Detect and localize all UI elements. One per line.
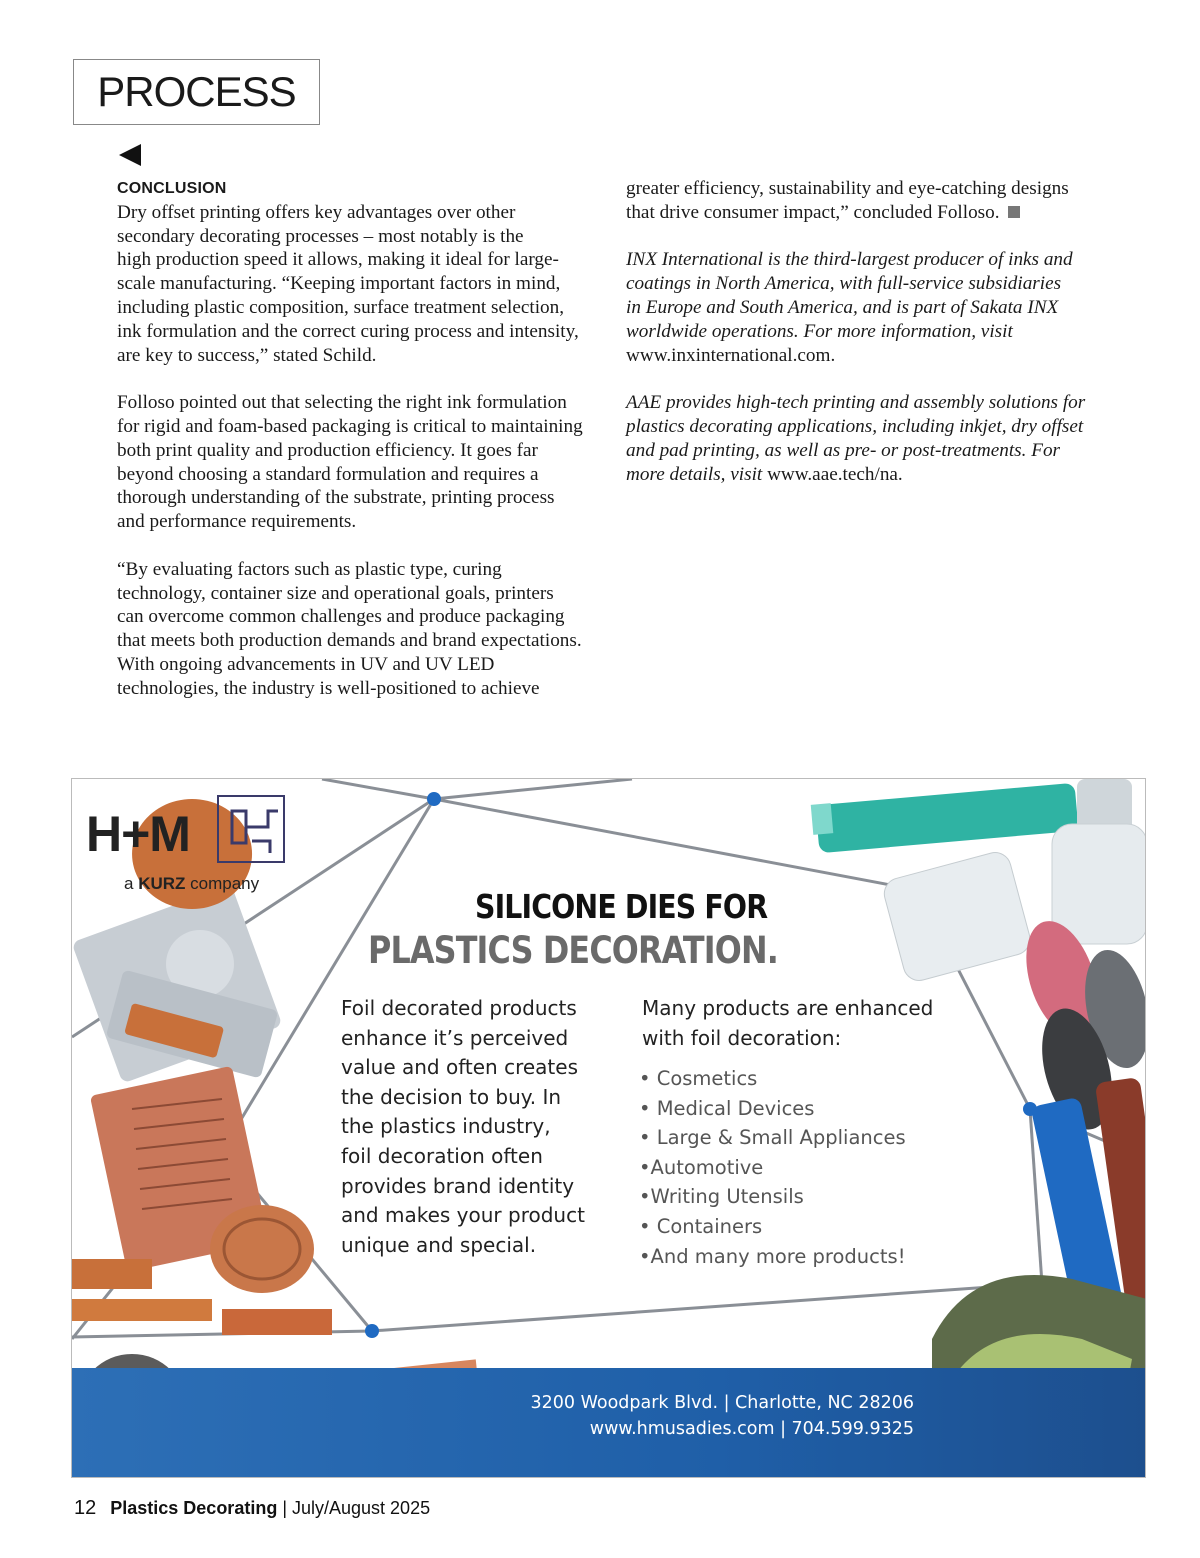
text-line: scale manufacturing. “Keeping important factors in mind,: [117, 273, 561, 295]
ad-body-left: [341, 994, 586, 1260]
page-footer: [74, 1497, 430, 1520]
list-item: • Containers: [639, 1214, 763, 1238]
back-arrow-icon[interactable]: [119, 144, 141, 166]
kurz-tagline: [124, 874, 259, 894]
section-label-box: [73, 59, 320, 125]
text-line: coatings in North America, with full-service subsidiaries: [626, 273, 1062, 295]
address: 3200 Woodpark Blvd. | Charlotte, NC 28206: [530, 1393, 914, 1413]
inx-url-link[interactable]: www.inxinternational.com.: [626, 344, 836, 366]
product-bullet-list: [639, 1064, 906, 1271]
list-item: • Medical Devices: [639, 1096, 815, 1120]
text-line: for rigid and foam-based packaging is critical to maintaining: [117, 415, 583, 437]
tagline-pre: a: [124, 874, 139, 893]
text-line: both print quality and production efficiency. It goes far: [117, 439, 538, 461]
list-item: •Automotive: [639, 1155, 764, 1179]
ad-headline-2: PLASTICS DECORATION.: [368, 929, 778, 972]
list-item: •Writing Utensils: [639, 1185, 804, 1209]
text-line: can overcome common challenges and produce packaging: [117, 606, 565, 628]
hm-silicone-dies-ad[interactable]: [71, 778, 1146, 1478]
text-line: technology, container size and operational goals, printers: [117, 582, 554, 604]
text-line: Many products are enhanced: [642, 996, 934, 1020]
text-line: in Europe and South America, and is part of Sakata INX: [626, 296, 1059, 318]
text-line: Folloso pointed out that selecting the right ink formulation: [117, 392, 567, 414]
text-line: plastics decorating applications, including inkjet, dry offset: [626, 415, 1084, 437]
text-line: enhance it’s perceived: [341, 1025, 569, 1050]
text-line: that meets both production demands and brand expectations.: [117, 630, 582, 652]
paragraph-1: [117, 201, 607, 368]
text-line: INX International is the third-largest producer of inks and: [626, 249, 1073, 271]
text-segment: more details, visit: [626, 463, 768, 485]
text-line: Dry offset printing offers key advantages over other: [117, 201, 516, 223]
text-line: the decision to buy. In: [341, 1084, 562, 1109]
text-line: beyond choosing a standard formulation and requires a: [117, 463, 539, 485]
article-left-column: [117, 177, 607, 724]
text-segment: that drive consumer impact,” concluded Folloso.: [626, 201, 1000, 223]
section-label: PROCESS: [97, 68, 296, 115]
text-line: foil decoration often: [341, 1143, 543, 1168]
text-line: the plastics industry,: [341, 1114, 551, 1139]
web-phone[interactable]: www.hmusadies.com | 704.599.9325: [589, 1419, 914, 1439]
contact-info: [527, 1390, 914, 1442]
list-item: • Large & Small Appliances: [639, 1126, 906, 1150]
text-line: Foil decorated products: [341, 996, 577, 1020]
text-line: provides brand identity: [341, 1173, 575, 1198]
text-line: With ongoing advancements in UV and UV LED: [117, 653, 495, 675]
text-line: high production speed it allows, making it ideal for large-: [117, 249, 559, 271]
aae-bio: [626, 391, 1116, 486]
text-line: including plastic composition, surface treatment selection,: [117, 296, 565, 318]
inx-bio: [626, 248, 1116, 367]
text-line: technologies, the industry is well-positioned to achieve: [117, 677, 540, 699]
text-line: [626, 201, 1116, 225]
conclusion-subhead: CONCLUSION: [117, 180, 227, 197]
issue-date: July/August 2025: [292, 1498, 431, 1518]
text-line: and performance requirements.: [117, 511, 357, 533]
text-line: value and often creates: [341, 1055, 578, 1080]
kurz-brand: KURZ: [138, 874, 186, 893]
text-line: and pad printing, as well as pre- or post-treatments. For: [626, 439, 1061, 461]
aae-url-link[interactable]: www.aae.tech/na.: [767, 463, 903, 485]
text-line: AAE provides high-tech printing and assembly solutions for: [626, 392, 1086, 414]
text-line: thorough understanding of the substrate, printing process: [117, 487, 555, 509]
tagline-post: company: [185, 874, 260, 893]
text-line: unique and special.: [341, 1232, 537, 1257]
text-line: “By evaluating factors such as plastic type, curing: [117, 558, 502, 580]
text-line: secondary decorating processes – most notably is the: [117, 225, 524, 247]
list-item: • Cosmetics: [639, 1067, 758, 1090]
text-line: are key to success,” stated Schild.: [117, 344, 377, 366]
text-line: greater efficiency, sustainability and eye-catching designs: [626, 178, 1069, 199]
ad-headline-1: SILICONE DIES FOR: [475, 887, 768, 926]
paragraph-3: [117, 558, 607, 701]
text-line: worldwide operations. For more information, visit: [626, 320, 1013, 342]
ad-body-right: [642, 994, 972, 1053]
publication-name: Plastics Decorating: [110, 1498, 278, 1518]
page-number: 12: [74, 1497, 97, 1519]
article-right-column: [626, 177, 1116, 510]
list-item: •And many more products!: [639, 1244, 906, 1268]
continuation-paragraph: [626, 177, 1116, 225]
paragraph-2: [117, 391, 607, 534]
text-line: with foil decoration:: [642, 1025, 842, 1050]
hm-logo-mark-icon: [217, 795, 285, 863]
footer-separator: |: [277, 1498, 292, 1518]
end-of-story-icon: [1008, 206, 1020, 218]
hm-logo: H+M: [86, 806, 190, 862]
text-line: and makes your product: [341, 1203, 585, 1228]
text-line: [626, 463, 1116, 487]
text-line: ink formulation and the correct curing process and intensity,: [117, 320, 579, 342]
